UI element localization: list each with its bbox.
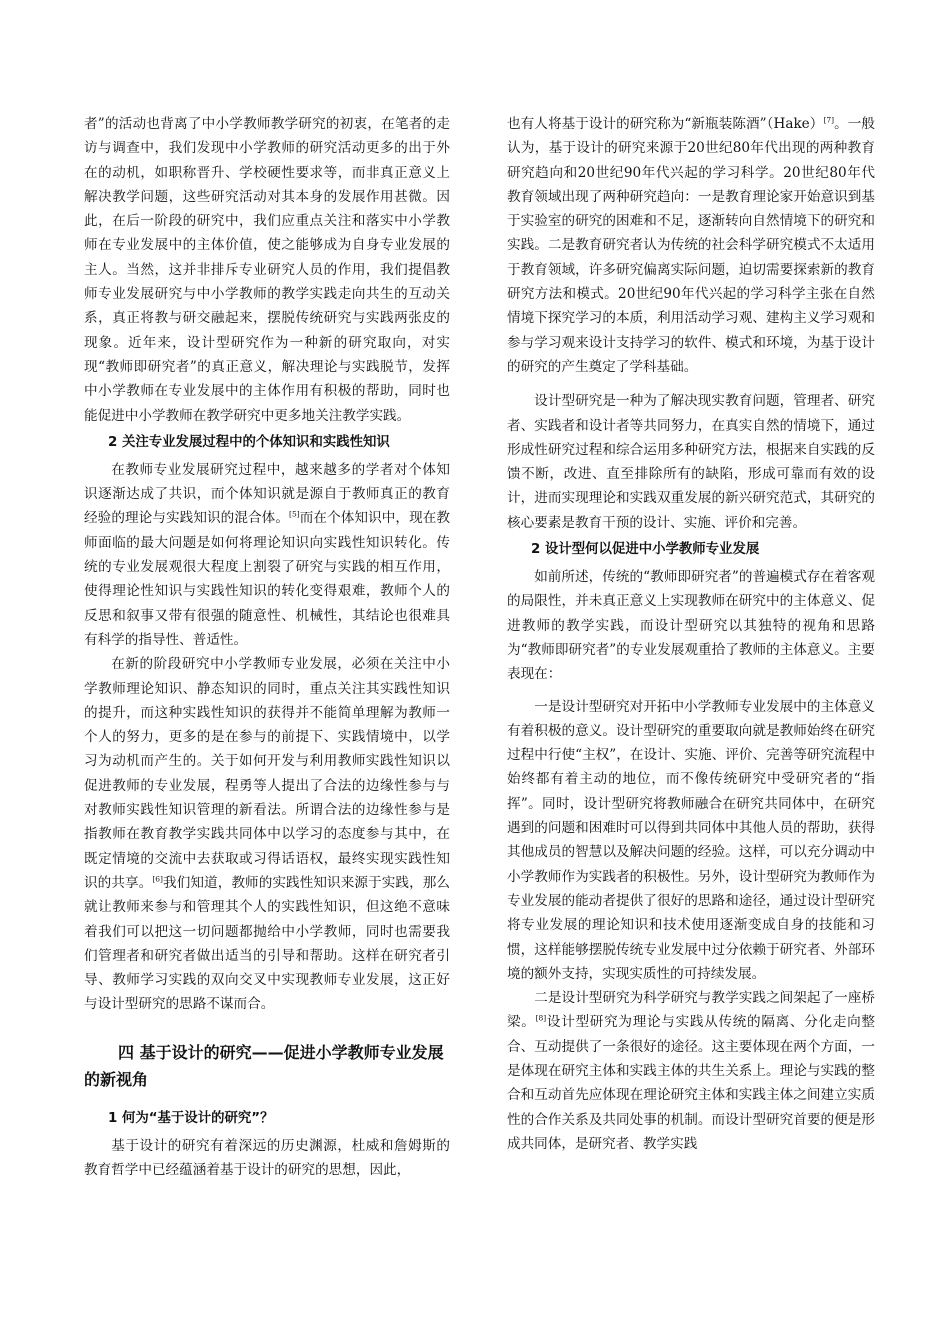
paragraph-text: 也有人将基于设计的研究称为“新瓶装陈酒”（Hake） xyxy=(507,116,824,132)
paragraph-continuation: 者”的活动也背离了中小学教师教学研究的初衷，在笔者的走访与调查中，我们发现中小学教师的研究活动更多的出于外在的动机，如职称晋升、学校硬性要求等，而非真正意义上解决教学问题，这些研究活动对其本身的发展作用甚微。因此，在后一阶段的研究中，我们应重点关注和落实中小学教师在专业发展中的主体价值，使之能够成为自身专业发展的主人。当然，这并非排斥专业研究人员的作用，我们提倡教师专业发展研究与中小学教师的教学实践走向共生的互动关系，真正将教与研交融起来，摆脱传统研究与实践两张皮的现象。近年来，设计型研究作为一种新的研究取向，对实现“教师即研究者”的真正意义，解决理论与实践脱节，发挥中小学教师在专业发展中的主体作用有积极的帮助，同时也能促进中小学教师在教学研究中更多地关注教学实践。 xyxy=(84,116,450,424)
section-heading-design-based-research: 四 基于设计的研究——促进小学教师专业发展的新视角 xyxy=(84,1042,444,1089)
paragraph-text: 设计型研究为理论与实践从传统的隔离、分化走向整合、互动提供了一条很好的途径。这主要体现在两个方面，一是体现在研究主体和实践主体的共生关系上。理论与实践的整合和互动首先应体现在理论研究主体和实践主体之间建立实质性的合作关系及共同处事的机制。而设计型研究首要的便是形成共同体，是研究者、教学实践 xyxy=(507,1014,876,1152)
section-heading-individual-knowledge: 2 关注专业发展过程中的个体知识和实践性知识 xyxy=(108,434,390,450)
left-column xyxy=(84,112,450,1182)
citation-6: [6] xyxy=(152,874,163,884)
paragraph-text: 而在个体知识中，现在教师面临的最大问题是如何将理论知识向实践性知识转化。传统的专业发展观很大程度上割裂了研究与实践的相互作用，使得理论性知识与实践性知识的转化变得艰难，教师个人的反思和叙事又带有很强的随意性、机械性，其结论也很难具有科学的指导性、普适性。 xyxy=(84,510,451,648)
paragraph-dbr-origins: 基于设计的研究有着深远的历史渊源，杜威和詹姆斯的教育哲学中已经蕴涵着基于设计的研究的思想，因此， xyxy=(84,1137,450,1178)
citation-8: [8] xyxy=(535,1013,547,1023)
paragraph-dbr-definition: 设计型研究是一种为了解决现实教育问题，管理者、研究者、实践者和设计者等共同努力，在真实自然的情境下，通过形成性研究过程和综合运用多种研究方法，根据来自实践的反馈不断，改进、直至排除所有的缺陷，形成可靠而有效的设计，进而实现理论和实践双重发展的新兴研究范式，其研究的核心要素是教育干预的设计、实施、评价和完善。 xyxy=(507,393,875,531)
citation-7: [7] xyxy=(823,115,835,125)
paragraph-teacher-as-researcher: 如前所述，传统的“教师即研究者”的普遍模式存在着客观的局限性，并未真正意义上实现教师在研究中的主体意义、促进教师的教学实践，而设计型研究以其独特的视角和思路为“教师即研究者”的专业发展观重拾了教师的主体意义。主要表现在： xyxy=(507,569,875,683)
citation-5: [5] xyxy=(289,509,300,519)
subsection-heading-what-is-dbr: 1 何为“基于设计的研究”？ xyxy=(108,1110,274,1126)
paragraph-text: 我们知道，教师的实践性知识来源于实践，那么就让教师来参与和管理其个人的实践性知识，但这绝不意味着我们可以把这一切问题都抛给中小学教师，同时也需要我们管理者和研究者做出适当的引导和帮助。这样在研究者引导、教师学习实践的双向交叉中实现教师专业发展，这正好与设计型研究的思路不谋而合。 xyxy=(84,874,451,1013)
paragraph-practical-knowledge xyxy=(84,652,450,1016)
paragraph-subject-significance: 一是设计型研究对开拓中小学教师专业发展中的主体意义有着积极的意义。设计型研究的重要取向就是教师始终在研究过程中行使“主权”，在设计、实施、评价、完善等研究流程中始终都有着主动的地位，而不像传统研究中受研究者的“指挥”。同时，设计型研究将教师融合在研究共同体中，在研究遇到的问题和困难时可以得到共同体中其他人员的帮助，获得其他成员的智慧以及解决问题的经验。这样，可以充分调动中小学教师作为实践者的积极性。另外，设计型研究为教师作为专业发展的能动者提供了很好的思路和途径，通过设计型研究将专业发展的理论知识和技术使用逐渐变成自身的技能和习惯，这样能够摆脱传统专业发展中过分依赖于研究者、外部环境的额外支持，实现实质性的可持续发展。 xyxy=(507,698,875,982)
paragraph-text: 在新的阶段研究中小学教师专业发展，必须在关注中小学教师理论知识、静态知识的同时，重点关注其实践性知识的提升，而这种实践性知识的获得并不能简单理解为教师一个人的努力，更多的是在参与的前提下、实践情境中，以学习为动机而产生的。关于如何开发与利用教师实践性知识以促进教师的专业发展，程勇等人提出了合法的边缘性参与与对教师实践性知识管理的新看法。所谓合法的边缘性参与是指教师在教育教学实践共同体中以学习的态度参与其中，在既定情境的交流中去获取或习得话语权，最终实现实践性知识的共享。 xyxy=(84,656,450,891)
right-column xyxy=(507,112,875,1156)
paragraph-text: 。一般认为，基于设计的研究来源于20世纪80年代出现的两种教育研究趋向和20世纪90年代兴起的学习科学。20世纪80年代教育领域出现了两种研究趋向：一是教育理论家开始意识到基于实验室的研究的困难和不足，逐渐转向自然情境下的研究和实践。二是教育研究者认为传统的社会科学研究模式不太适用于教育领域，许多研究偏离实际问题，迫切需要探索新的教育研究方法和模式。20世纪90年代兴起的学习科学主张在自然情境下探究学习的本质，利用活动学习观、建构主义学习观和参与学习观来设计支持学习的软件、模式和环境，为基于设计的研究的产生奠定了学科基础。 xyxy=(507,116,876,375)
paragraph-individual-knowledge xyxy=(84,458,450,652)
paragraph-text: 二是设计型研究为科学研究与教学实践之间架起了一座桥梁。 xyxy=(507,990,875,1031)
paragraph-bridge xyxy=(507,986,875,1156)
paragraph-dbr-history xyxy=(507,112,875,379)
paragraph-text: 在教师专业发展研究过程中，越来越多的学者对个体知识逐渐达成了共识，而个体知识就是源自于教师真正的教育经验的理论与实践知识的混合体。 xyxy=(84,461,450,527)
section-heading-dbr-promotes-development: 2 设计型何以促进中小学教师专业发展 xyxy=(531,542,760,558)
